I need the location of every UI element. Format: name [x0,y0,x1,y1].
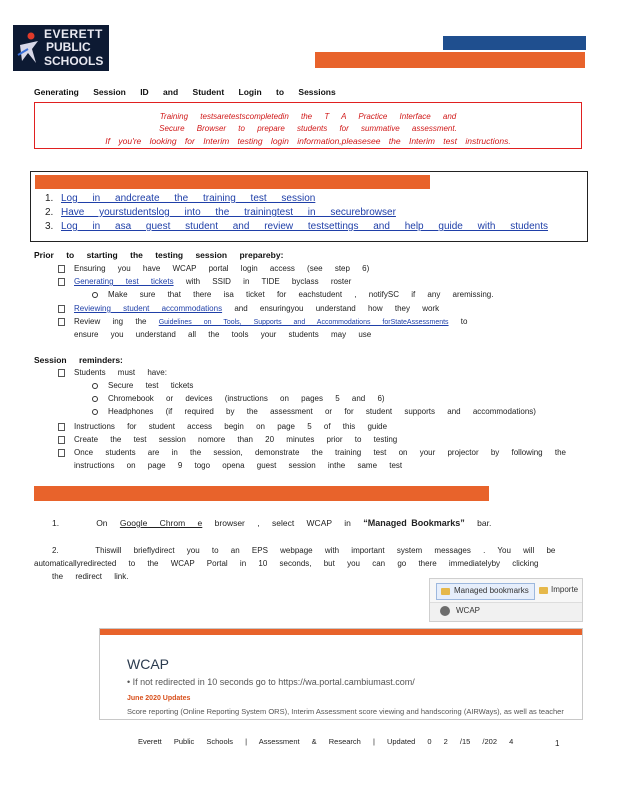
prior-item-4 [74,317,584,326]
page-footer: Everett Public Schools | Assessment & Research | Updated 0 2 /15 /202 4 [138,737,514,746]
reminders-heading: Session reminders: [34,355,123,365]
prior-item-4-text: to [460,317,468,326]
section-orange-bar [34,486,489,501]
instruction-1-pre: On [96,518,108,528]
bullet-box-icon [58,423,65,431]
prior-item-1: Ensuring you have WCAP portal login access (see step 6) [74,264,370,273]
sub-bullet-icon [92,383,98,389]
generating-test-tickets-link[interactable]: Generating test tickets [74,277,174,286]
sub-bullet-icon [92,409,98,415]
header-blue-bar [443,36,586,50]
training-notice-box [34,102,582,149]
instruction-number: 1. [52,518,60,528]
bookmarks-screenshot [429,578,583,622]
reminder-item-3-line2: instructions on page 9 togo opena guest session inthe same test [74,461,403,470]
google-chrome-link[interactable]: Google Chrom e [119,518,203,528]
bullet-box-icon [58,278,65,286]
logo-text-line1: EVERETT [44,27,103,41]
prior-item-4-pre: Review ing the [74,317,147,326]
wcap-updates-label: June 2020 Updates [127,695,191,702]
have-item-3: Headphones (if required by the assessment or for student supports and accommodations) [108,407,536,416]
reminder-item-2: Create the test session nomore than 20 minutes prior to testing [74,435,398,444]
wcap-bookmark-item[interactable]: WCAP [456,606,480,615]
prior-item-2-text: with SSID in TIDE byclass roster [185,277,352,286]
sub-bullet-icon [92,396,98,402]
instruction-2-line2: automaticallyredirected to the WCAP Portal in 10 seconds, but you can go there immediatelyby clicking [34,559,539,568]
page-number: 1 [555,739,560,748]
students-must-have: Students must have: [74,368,167,377]
managed-bookmarks-tab[interactable] [436,583,535,600]
prior-item-3 [74,304,439,313]
reminder-item-1: Instructions for student access begin on page 5 of this guide [74,422,388,431]
prior-heading: Prior to starting the testing session prepareby: [34,250,284,260]
instruction-2 [52,546,555,555]
prior-item-4-line2: ensure you understand all the tools your students may use [74,330,372,339]
header-orange-bar [315,52,585,68]
step-link-1[interactable] [45,193,316,204]
prior-subitem: Make sure that there isa ticket for eachstudent , notifySC if any aremissing. [108,290,494,299]
folder-icon [441,588,450,595]
logo-text-line2: PUBLIC [46,40,91,54]
prior-item-3-text: and ensuringyou understand how they work [234,304,440,313]
wcap-page-heading: WCAP [127,656,169,672]
bookmark-bar [430,579,582,603]
guidelines-link[interactable]: Guidelines on Tools, Supports and Accommodations forStateAssessments [158,319,449,326]
reviewing-accommodations-link[interactable]: Reviewing student accommodations [74,304,223,313]
wcap-page-orange-bar [100,629,582,635]
bullet-box-icon [58,369,65,377]
bullet-box-icon [58,265,65,273]
notice-line-3: If you're looking for Interim testing login information,pleasesee the Interim test instructions. [105,136,511,146]
step-link-2[interactable] [45,207,396,218]
prior-item-2 [74,277,351,286]
redirect-link[interactable]: If not redirected in 10 seconds go to https://wa.portal.cambiumast.com/ [132,677,415,687]
instruction-1-post: bar. [477,518,492,528]
managed-bookmarks-label: “Managed Bookmarks” [363,518,465,528]
instruction-2-line1: Thiswill brieflydirect you to an EPS webpage with important system messages . You will be [95,546,556,555]
bullet-box-icon [58,449,65,457]
bullet-box-icon [58,318,65,326]
step-text: Log in andcreate the training test session [61,193,316,204]
steps-orange-bar [35,175,430,189]
have-item-1: Secure test tickets [108,381,194,390]
folder-icon [539,587,548,594]
document-title: Generating Session ID and Student Login to Sessions [34,87,336,97]
notice-line-1: Training testsaretestscompletedin the T A Practice Interface and [159,112,457,121]
instruction-1-text: browser , select WCAP in [214,518,351,528]
instruction-1 [52,518,491,528]
sub-bullet-icon [92,292,98,298]
instruction-2-line3: the redirect link. [52,572,129,581]
step-text: Log in asa guest student and review testsettings and help guide with students [61,221,549,232]
imported-bookmarks-label[interactable]: Importe [551,585,579,594]
step-number: 1. [45,193,54,204]
step-link-3[interactable] [45,221,549,232]
instruction-number: 2. [52,546,59,555]
steps-overview-box [30,171,588,242]
step-text: Have yourstudentslog into the trainingtest in securebrowser [61,207,396,218]
notice-line-2: Secure Browser to prepare students for summative assessment. [159,124,457,133]
bullet-box-icon [58,436,65,444]
managed-bookmarks-label: Managed bookmarks [454,586,529,595]
everett-public-schools-logo [13,25,109,71]
reminder-item-3: Once students are in the session, demonstrate the training test on your projector by following the [74,448,566,457]
wcap-favicon-icon [440,606,450,616]
have-item-2: Chromebook or devices (instructions on pages 5 and 6) [108,394,385,403]
wcap-redirect-text[interactable]: • If not redirected in 10 seconds go to https://wa.portal.cambiumast.com/ [127,677,415,687]
logo-figure-icon [16,29,42,67]
wcap-updates-detail: Score reporting (Online Reporting System ORS), Interim Assessment score viewing and handscoring (AIRWays), as well as teacher [127,707,564,716]
step-number: 3. [45,221,54,232]
step-number: 2. [45,207,54,218]
wcap-page-screenshot [99,628,583,720]
logo-text-line3: SCHOOLS [44,54,104,68]
bullet-box-icon [58,305,65,313]
